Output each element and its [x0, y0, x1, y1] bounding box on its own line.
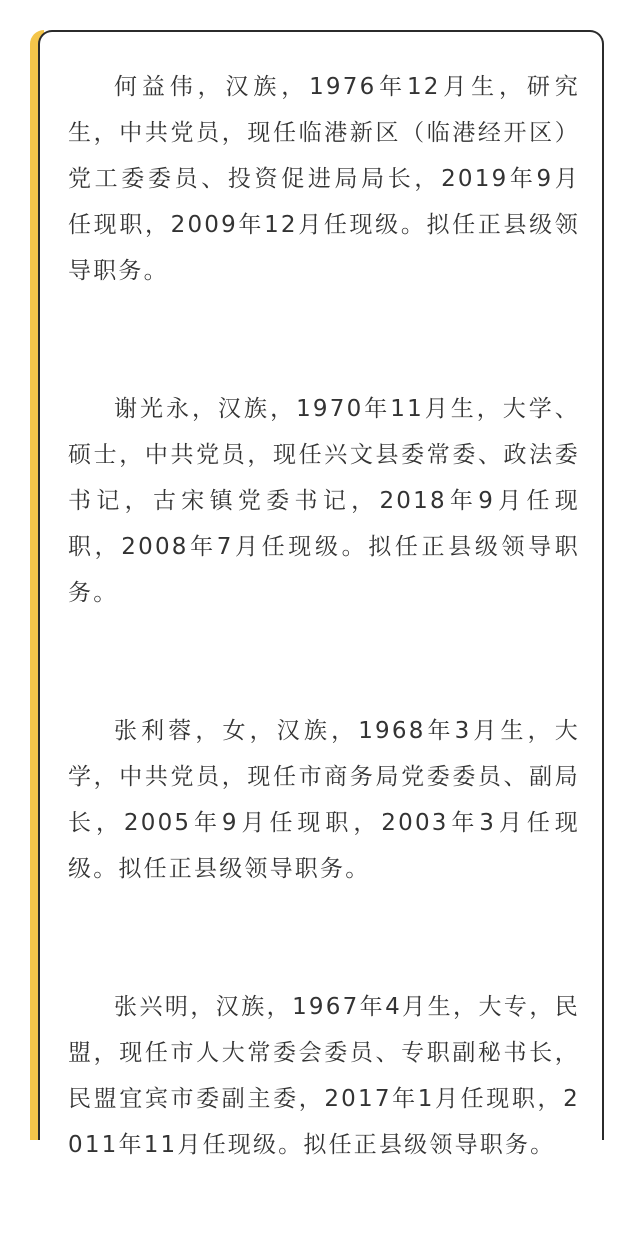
candidate-paragraph-1: 何益伟，汉族，1976年12月生，研究生，中共党员，现任临港新区（临港经开区）党工委委员、投资促进局局长，2019年9月任现职，2009年12月任现级。拟任正县级领导职务。	[68, 74, 580, 284]
candidate-paragraph-2: 谢光永，汉族，1970年11月生，大学、硕士，中共党员，现任兴文县委常委、政法委书记，古宋镇党委书记，2018年9月任现职，2008年7月任现级。拟任正县级领导职务。	[68, 396, 580, 606]
article-body	[68, 64, 580, 1260]
content-card	[38, 30, 604, 1158]
candidate-paragraph-3: 张利蓉，女，汉族，1968年3月生，大学，中共党员，现任市商务局党委委员、副局长，2005年9月任现职，2003年3月任现级。拟任正县级领导职务。	[68, 718, 580, 882]
candidate-paragraph-4: 张兴明，汉族，1967年4月生，大专，民盟，现任市人大常委会委员、专职副秘书长，民盟宜宾市委副主委，2017年1月任现职，2011年11月任现级。拟任正县级领导职务。	[68, 994, 580, 1158]
